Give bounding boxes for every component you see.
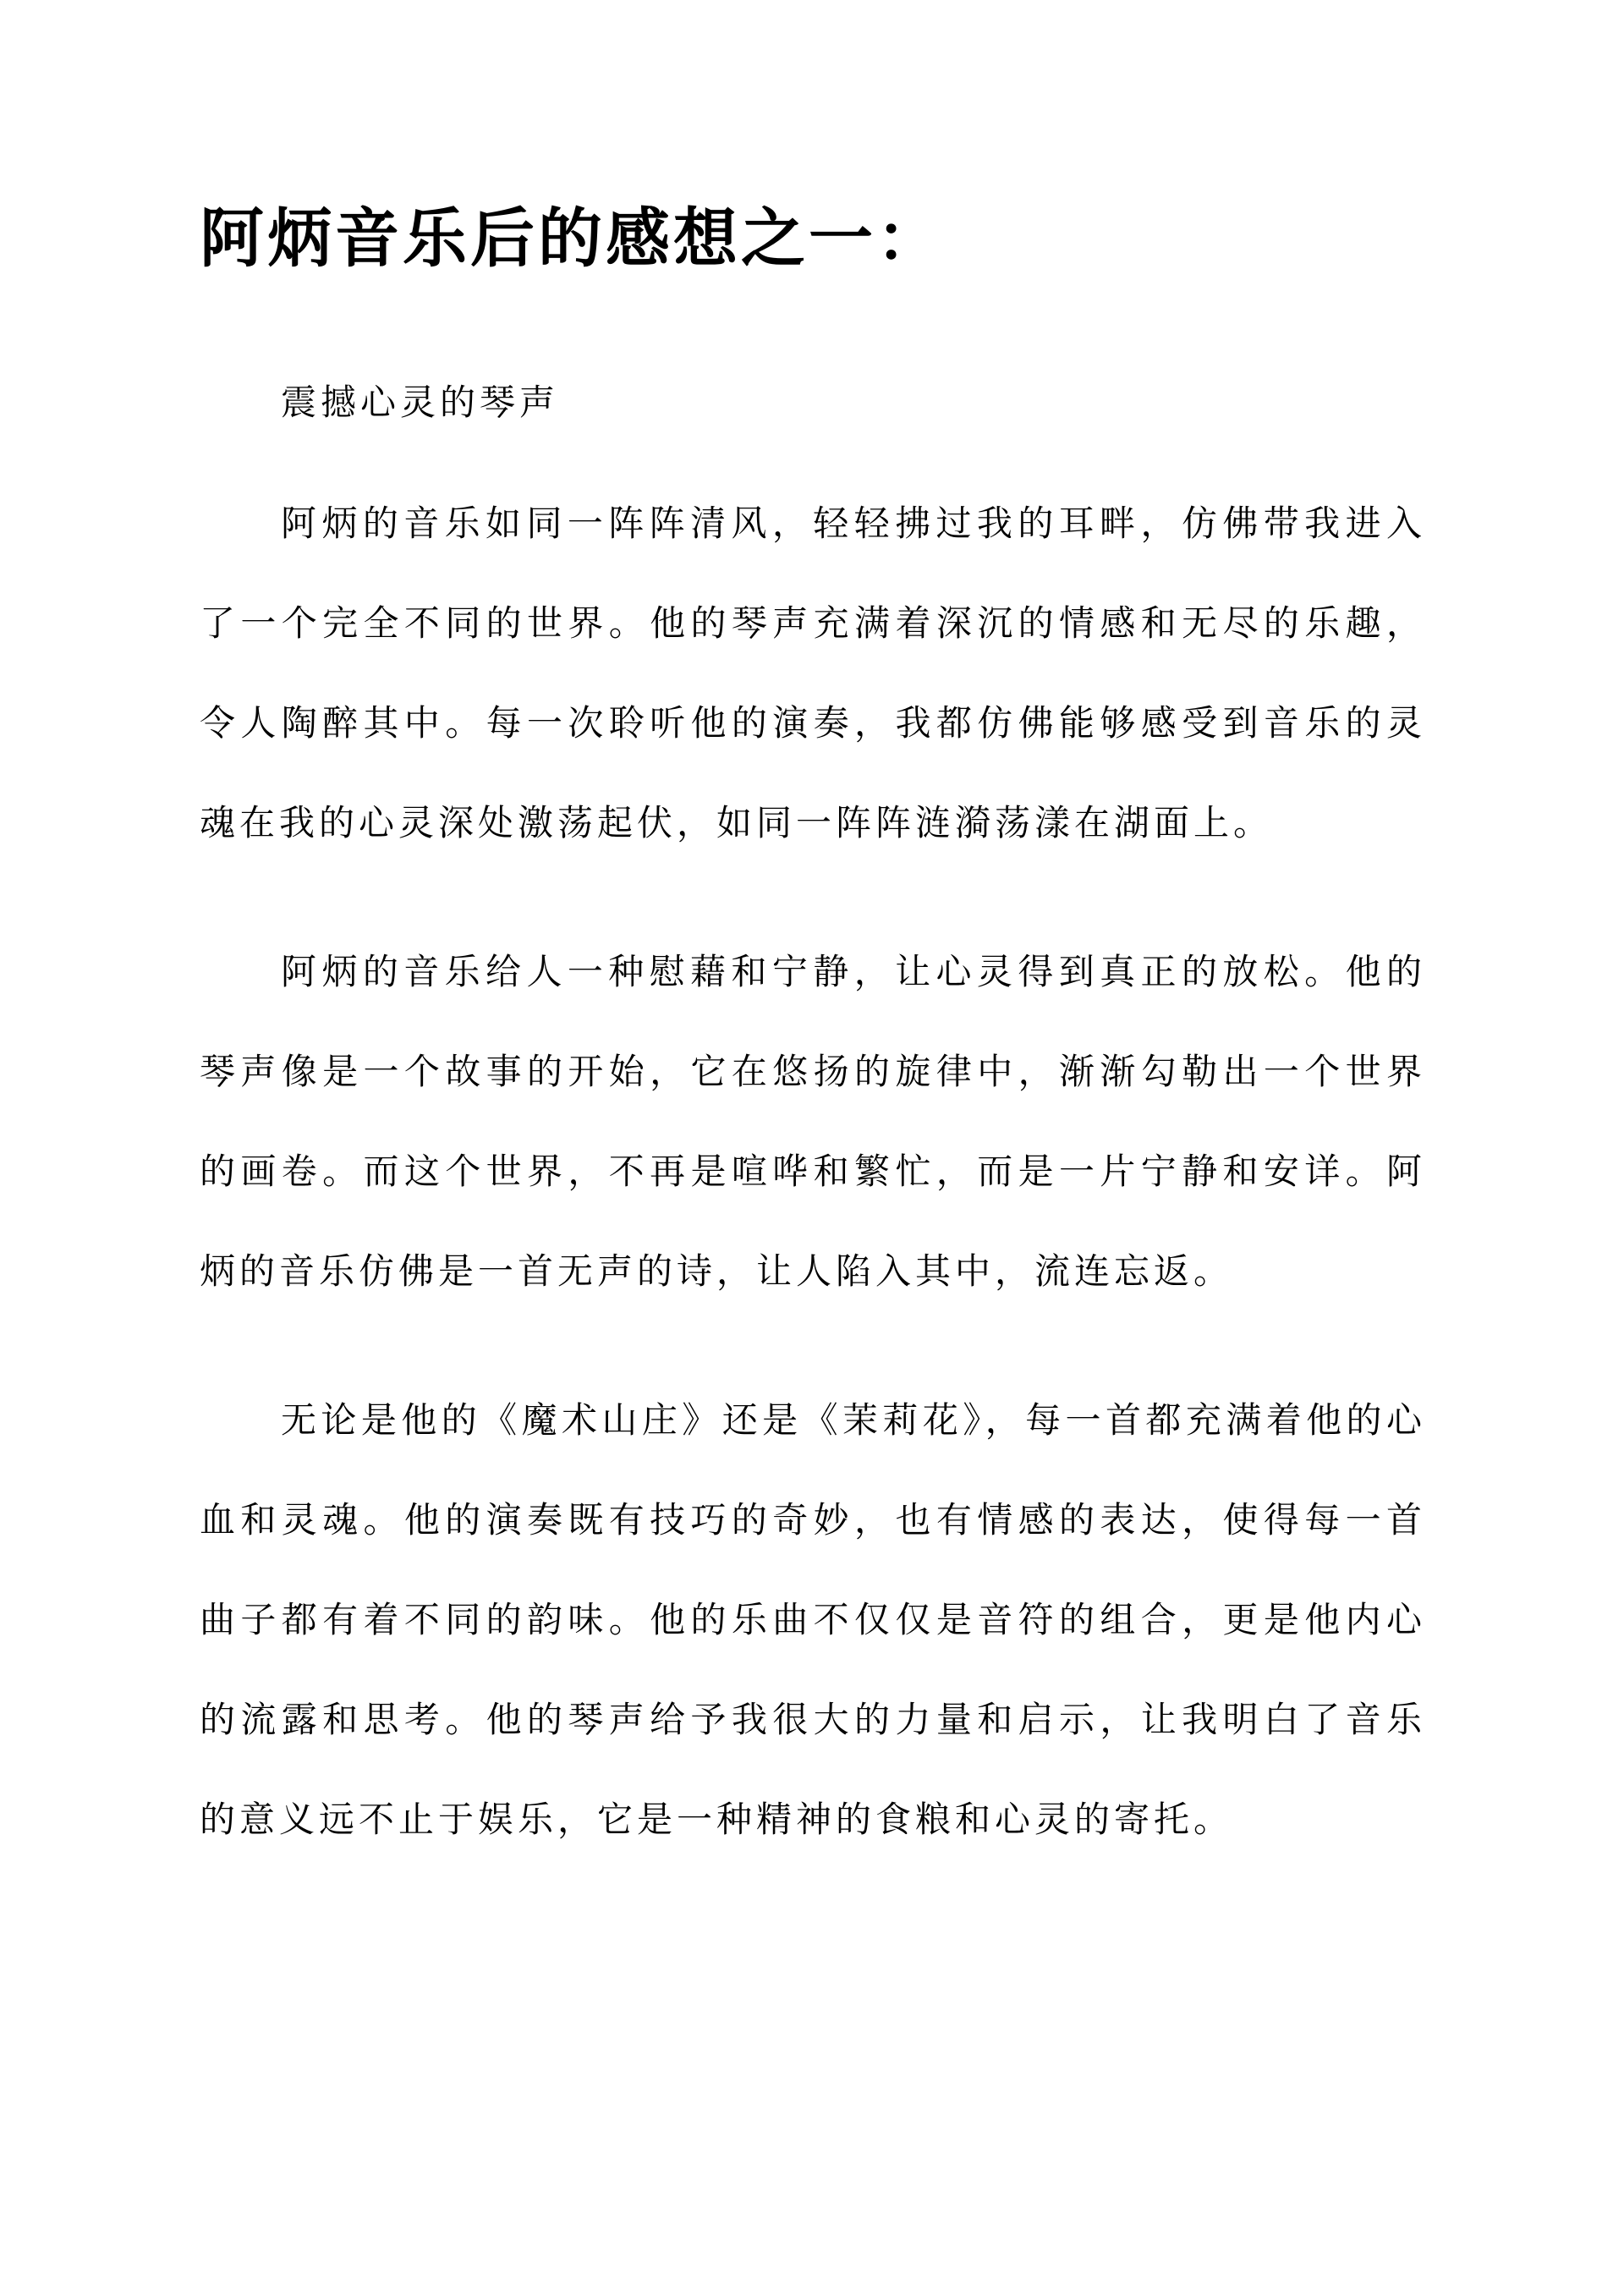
section-subtitle: 震撼心灵的琴声 xyxy=(281,382,560,423)
page-title: 阿炳音乐后的感想之一： xyxy=(200,200,944,276)
paragraph-2: 阿炳的音乐给人一种慰藉和宁静，让心灵得到真正的放松。他的琴声像是一个故事的开始，它在悠扬的旋律中，渐渐勾勒出一个世界的画卷。而这个世界，不再是喧哗和繁忙，而是一片宁静和安详。阿炳的音乐仿佛是一首无声的诗，让人陷入其中，流连忘返。 xyxy=(200,951,1426,1292)
paragraph-1: 阿炳的音乐如同一阵阵清风，轻轻拂过我的耳畔，仿佛带我进入了一个完全不同的世界。他的琴声充满着深沉的情感和无尽的乐趣，令人陶醉其中。每一次聆听他的演奏，我都仿佛能够感受到音乐的灵魂在我的心灵深处激荡起伏，如同一阵阵涟漪荡漾在湖面上。 xyxy=(200,503,1426,843)
document-body xyxy=(200,188,1426,1870)
paragraph-3: 无论是他的《魔术山庄》还是《茉莉花》，每一首都充满着他的心血和灵魂。他的演奏既有技巧的奇妙，也有情感的表达，使得每一首曲子都有着不同的韵味。他的乐曲不仅仅是音符的组合，更是他内心的流露和思考。他的琴声给予我很大的力量和启示，让我明白了音乐的意义远不止于娱乐，它是一种精神的食粮和心灵的寄托。 xyxy=(200,1399,1426,1840)
